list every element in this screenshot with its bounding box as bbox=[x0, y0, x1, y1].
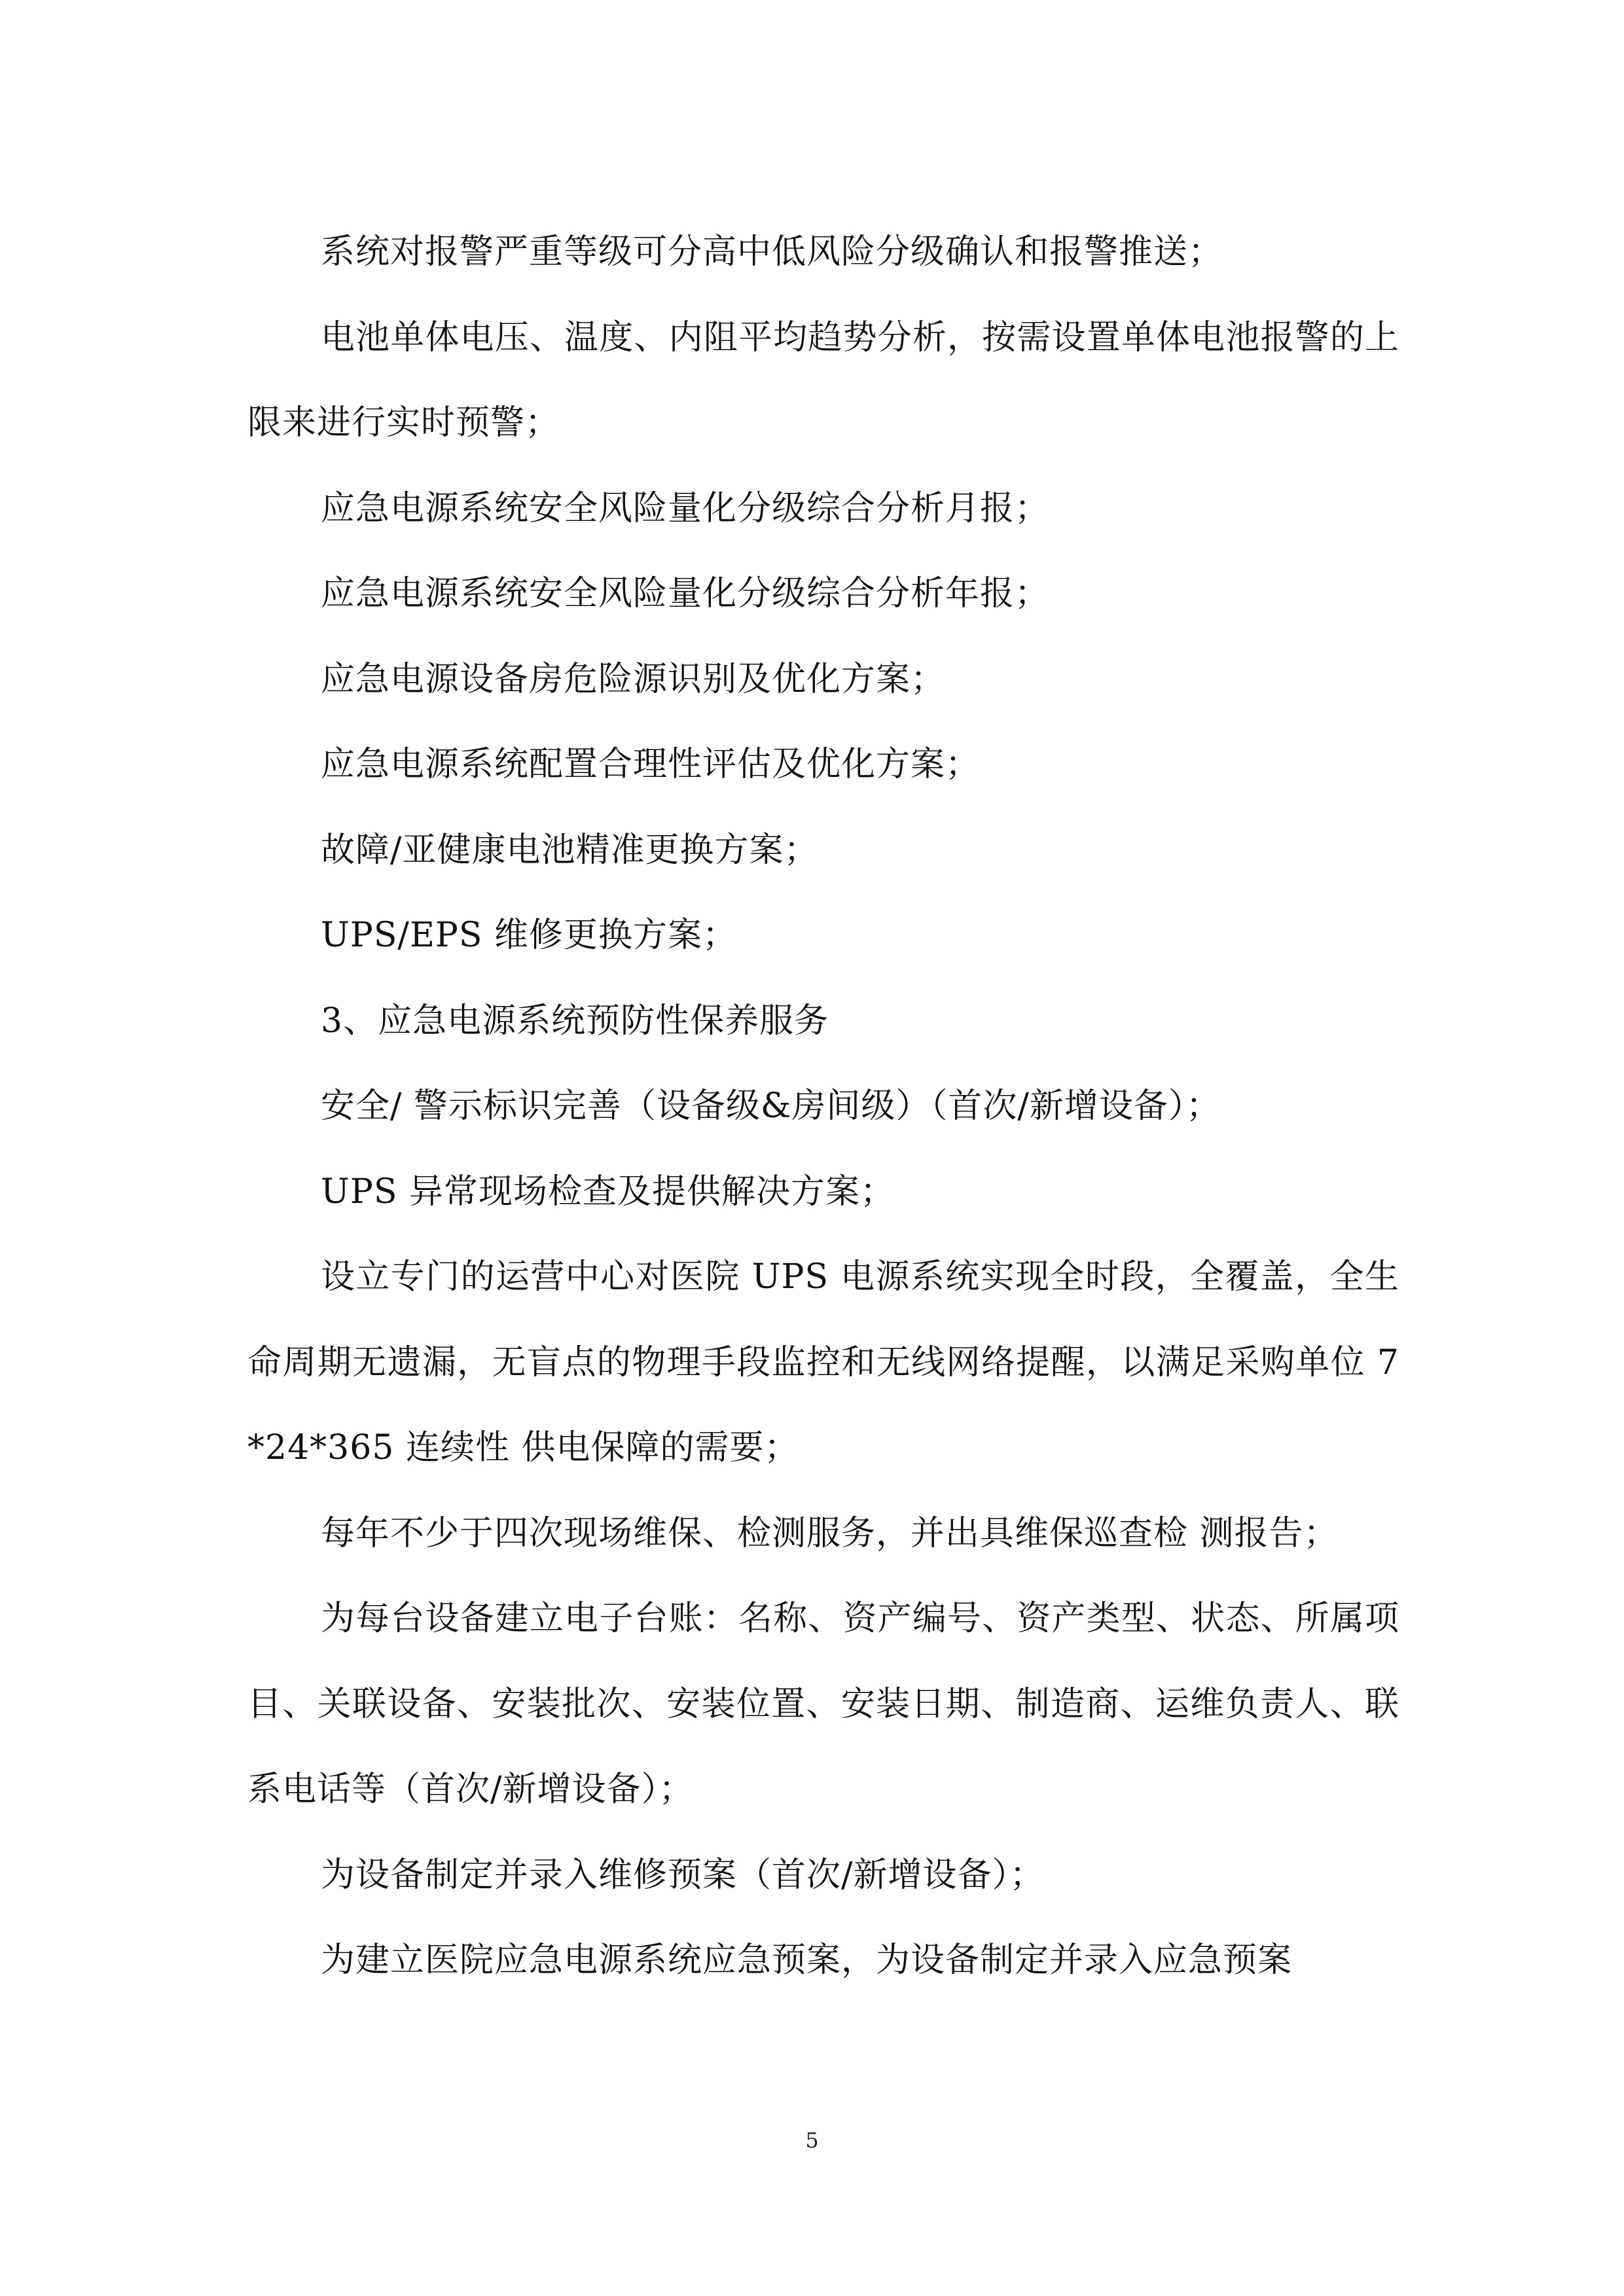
paragraph-hazard-identification: 应急电源设备房危险源识别及优化方案； bbox=[321, 659, 946, 699]
paragraph-ups-inspection: UPS 异常现场检查及提供解决方案； bbox=[321, 1172, 895, 1211]
paragraph-emergency-plan: 为建立医院应急电源系统应急预案，为设备制定并录入应急预案 bbox=[321, 1941, 1293, 1980]
page-number: 5 bbox=[805, 2128, 819, 2153]
paragraph-annual-report: 应急电源系统安全风险量化分级综合分析年报； bbox=[321, 574, 1050, 613]
document-body bbox=[247, 209, 1399, 2003]
paragraph-configuration-evaluation: 应急电源系统配置合理性评估及优化方案； bbox=[321, 745, 981, 784]
paragraph-onsite-maintenance: 每年不少于四次现场维保、检测服务，并出具维保巡查检 测报告； bbox=[321, 1513, 1339, 1553]
paragraph-monthly-report: 应急电源系统安全风险量化分级综合分析月报； bbox=[321, 488, 1050, 528]
paragraph-alarm-levels: 系统对报警严重等级可分高中低风险分级确认和报警推送； bbox=[321, 232, 1223, 272]
paragraph-warning-signs: 安全/ 警示标识完善（设备级&房间级）（首次/新增设备）； bbox=[321, 1086, 1221, 1126]
paragraph-ups-eps-repair: UPS/EPS 维修更换方案； bbox=[321, 916, 738, 955]
paragraph-battery-trend-analysis: 电池单体电压、温度、内阻平均趋势分析，按需设置单体电池报警的上限来进行实时预警； bbox=[247, 317, 1399, 442]
paragraph-operation-center: 设立专门的运营中心对医院 UPS 电源系统实现全时段，全覆盖，全生命周期无遗漏，无盲点的物理手段监控和无线网络提醒，以满足采购单位 7*24*365 连续性 供电保障的需要； bbox=[247, 1257, 1399, 1467]
paragraph-battery-replacement: 故障/亚健康电池精准更换方案； bbox=[321, 830, 819, 870]
paragraph-electronic-ledger: 为每台设备建立电子台账：名称、资产编号、资产类型、状态、所属项目、关联设备、安装批次、安装位置、安装日期、制造商、运维负责人、联系电话等（首次/新增设备）； bbox=[247, 1599, 1399, 1809]
paragraph-repair-plan: 为设备制定并录入维修预案（首次/新增设备）； bbox=[321, 1855, 1045, 1895]
section-heading-preventive-maintenance: 3、应急电源系统预防性保养服务 bbox=[321, 1001, 829, 1041]
